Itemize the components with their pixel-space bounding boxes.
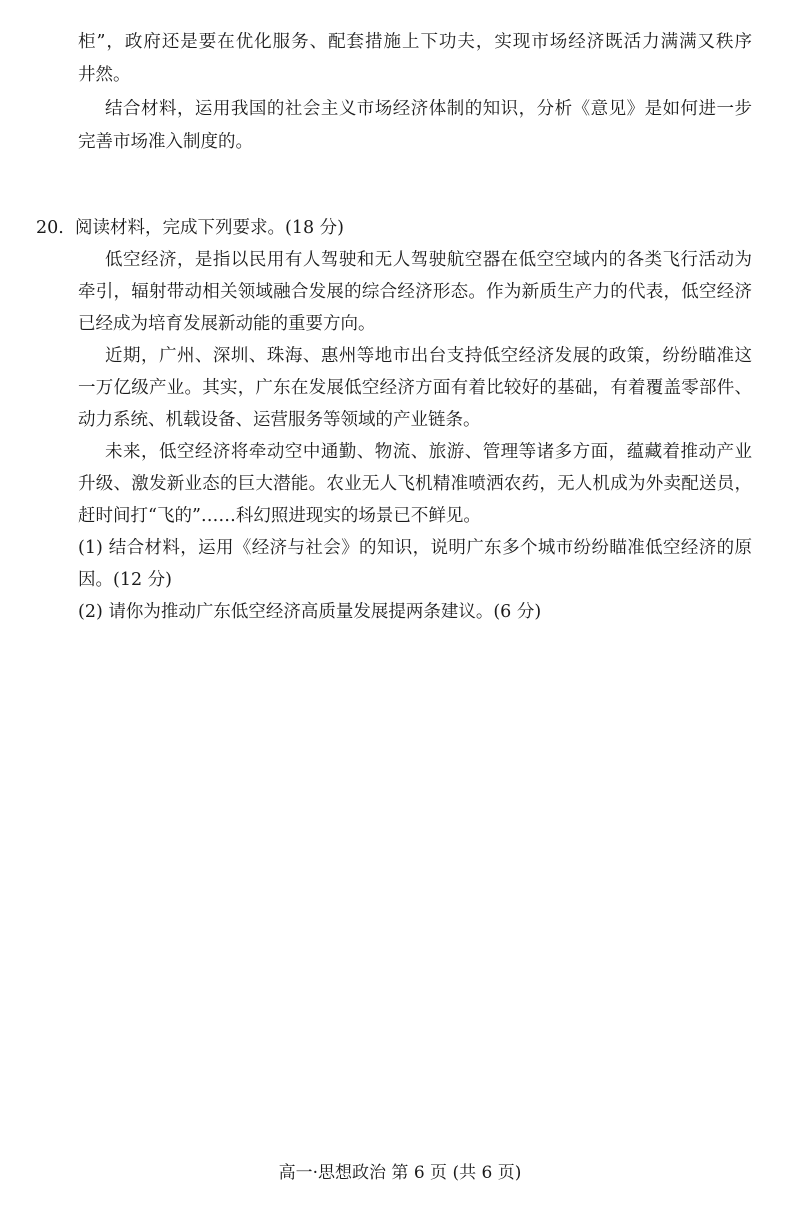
prev-material-line-1: 柜”，政府还是要在优化服务、配套措施上下功夫，实现市场经济既活力满满又秩序: [78, 32, 752, 52]
question-number: 20.: [36, 218, 64, 238]
material-para3-line-1: 未来，低空经济将牵动空中通勤、物流、旅游、管理等诸多方面，蕴藏着推动产业: [105, 442, 752, 462]
material-para1-line-3: 已经成为培育发展新动能的重要方向。: [78, 314, 376, 334]
sub-question-1-line-1: (1) 结合材料，运用《经济与社会》的知识，说明广东多个城市纷纷瞄准低空经济的原: [78, 538, 752, 558]
material-para2-line-1: 近期，广州、深圳、珠海、惠州等地市出台支持低空经济发展的政策，纷纷瞄准这: [105, 346, 752, 366]
sub-question-1-line-2: 因。(12 分): [78, 570, 172, 590]
question-heading: 阅读材料，完成下列要求。(18 分): [75, 218, 344, 238]
material-para1-line-2: 牵引，辐射带动相关领域融合发展的综合经济形态。作为新质生产力的代表，低空经济: [78, 282, 752, 302]
material-para2-line-2: 一万亿级产业。其实，广东在发展低空经济方面有着比较好的基础，有着覆盖零部件、: [78, 378, 752, 398]
material-para2-line-3: 动力系统、机载设备、运营服务等领域的产业链条。: [78, 410, 481, 430]
prev-task-line-1: 结合材料，运用我国的社会主义市场经济体制的知识，分析《意见》是如何进一步: [105, 99, 752, 119]
page-footer: 高一·思想政治 第 6 页 (共 6 页): [278, 1163, 522, 1183]
material-para3-line-2: 升级、激发新业态的巨大潜能。农业无人飞机精准喷洒农药，无人机成为外卖配送员，: [78, 474, 752, 494]
sub-question-2: (2) 请你为推动广东低空经济高质量发展提两条建议。(6 分): [78, 602, 542, 622]
prev-task-line-2: 完善市场准入制度的。: [78, 132, 253, 152]
prev-material-line-2: 井然。: [78, 65, 131, 85]
material-para3-line-3: 赶时间打“飞的”……科幻照进现实的场景已不鲜见。: [78, 506, 481, 526]
material-para1-line-1: 低空经济，是指以民用有人驾驶和无人驾驶航空器在低空空域内的各类飞行活动为: [105, 250, 752, 270]
